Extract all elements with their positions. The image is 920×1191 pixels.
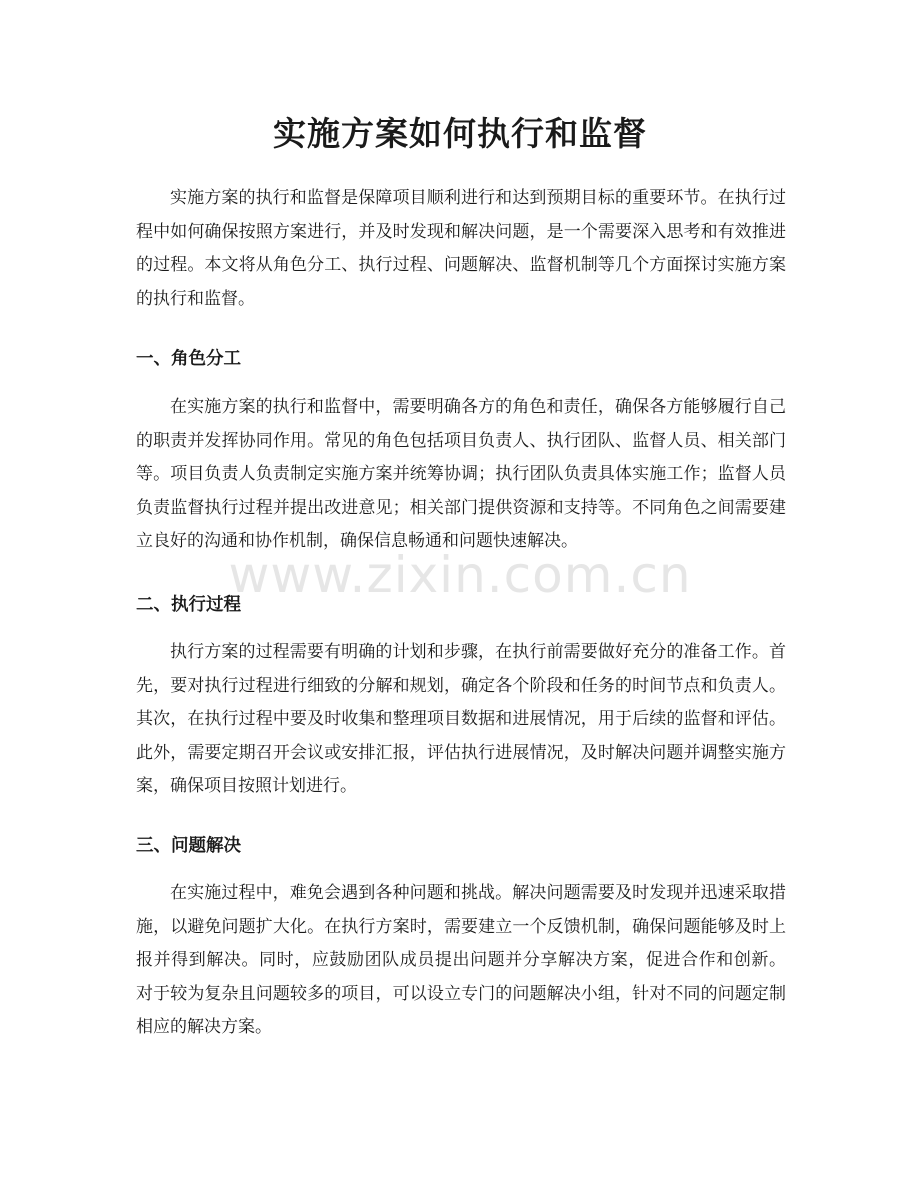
section-body-execution: 执行方案的过程需要有明确的计划和步骤，在执行前需要做好充分的准备工作。首先，要对执行过程进行细致的分解和规划，确定各个阶段和任务的时间节点和负责人。其次，在执行过程中要及时收集和整理项目数据和进展情况，用于后续的监督和评估。此外，需要定期召开会议或安排汇报，评估执行进展情况，及时解决问题并调整实施方案，确保项目按照计划进行。 xyxy=(136,642,786,796)
section-heading-execution: 二、执行过程 xyxy=(136,595,241,615)
document-title: 实施方案如何执行和监督 xyxy=(273,114,647,153)
section-body-problems: 在实施过程中，难免会遇到各种问题和挑战。解决问题需要及时发现并迅速采取措施，以避免问题扩大化。在执行方案时，需要建立一个反馈机制，确保问题能够及时上报并得到解决。同时，应鼓励团队成员提出问题并分享解决方案，促进合作和创新。 对于较为复杂且问题较多的项目，可以设立专门的问题解决小组，针对不同的问题定制相应的解决方案。 xyxy=(136,883,786,1037)
section-body-roles: 在实施方案的执行和监督中，需要明确各方的角色和责任，确保各方能够履行自己的职责并发挥协同作用。常见的角色包括项目负责人、执行团队、监督人员、相关部门等。项目负责人负责制定实施方案并统筹协调；执行团队负责具体实施工作；监督人员负责监督执行过程并提出改进意见；相关部门提供资源和支持等。不同角色之间需要建立良好的沟通和协作机制，确保信息畅通和问题快速解决。 xyxy=(136,397,786,551)
intro-paragraph: 实施方案的执行和监督是保障项目顺利进行和达到预期目标的重要环节。在执行过程中如何确保按照方案进行，并及时发现和解决问题，是一个需要深入思考和有效推进的过程。本文将从角色分工、执行过程、问题解决、监督机制等几个方面探讨实施方案的执行和监督。 xyxy=(136,188,786,309)
section-heading-roles: 一、角色分工 xyxy=(136,349,241,369)
section-heading-problems: 三、问题解决 xyxy=(136,836,241,856)
watermark: www.zixin.com.cn xyxy=(228,546,692,604)
